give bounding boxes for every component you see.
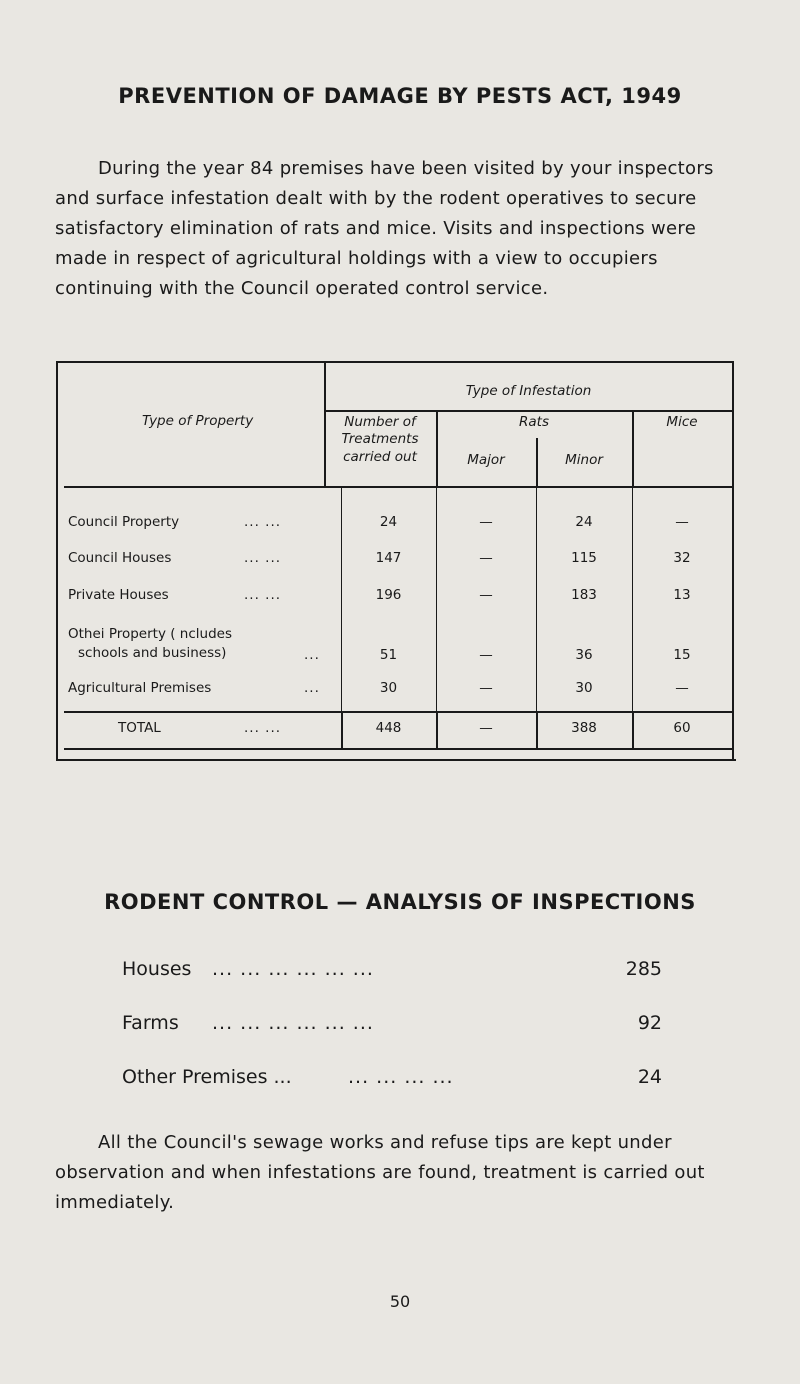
total-treatments: 448 (375, 720, 402, 736)
row-leader-dots: ... ... (244, 514, 282, 530)
row-label-continued: schools and business) (78, 645, 227, 661)
total-mice: 60 (673, 720, 691, 736)
row-leader-dots: ... ... (244, 587, 282, 603)
header-number-line3: carried out (343, 449, 417, 465)
analysis-value: 285 (625, 958, 662, 980)
row-minor: 183 (571, 587, 597, 603)
row-label: Agricultural Premises (68, 680, 212, 696)
header-type-of-property: Type of Property (142, 413, 254, 429)
row-treatments: 24 (379, 514, 398, 530)
row-mice: — (675, 514, 689, 530)
header-mice: Mice (666, 414, 698, 430)
row-leader-dots: ... (304, 647, 320, 663)
row-mice: 15 (673, 647, 691, 663)
analysis-row (122, 1012, 662, 1042)
row-treatments: 30 (379, 680, 398, 696)
row-major: — (479, 550, 493, 566)
page-number: 50 (389, 1292, 411, 1311)
analysis-label: Other Premises ... (122, 1066, 292, 1088)
row-leader-dots: ... (304, 680, 320, 696)
analysis-label: Farms (122, 1012, 179, 1034)
row-label: Othei Property ( ncludes (68, 626, 232, 642)
infestation-table (56, 361, 736, 761)
row-treatments: 196 (375, 587, 402, 603)
total-leader-dots: ... ... (244, 720, 282, 736)
row-major: — (479, 587, 493, 603)
row-minor: 115 (571, 550, 597, 566)
analysis-leader-dots: ... ... ... ... (348, 1066, 454, 1088)
row-label: Private Houses (68, 587, 169, 603)
analysis-leader-dots: ... ... ... ... ... ... (212, 958, 374, 980)
analysis-value: 24 (637, 1066, 662, 1088)
row-label: Council Houses (68, 550, 172, 566)
row-mice: — (675, 680, 689, 696)
row-treatments: 147 (375, 550, 402, 566)
total-minor: 388 (571, 720, 597, 736)
section-heading: RODENT CONTROL — ANALYSIS OF INSPECTIONS (104, 890, 696, 914)
total-major: — (479, 720, 493, 736)
row-leader-dots: ... ... (244, 550, 282, 566)
header-minor: Minor (565, 452, 603, 468)
page-title: PREVENTION OF DAMAGE BY PESTS ACT, 1949 (118, 84, 682, 108)
total-label: TOTAL (118, 720, 161, 736)
row-mice: 13 (673, 587, 691, 603)
row-label: Council Property (68, 514, 180, 530)
analysis-label: Houses (122, 958, 192, 980)
header-number-line1: Number of (344, 414, 416, 430)
header-type-of-infestation: Type of Infestation (465, 383, 592, 399)
row-treatments: 51 (379, 647, 398, 663)
row-major: — (479, 647, 493, 663)
header-number-line2: Treatments (341, 431, 419, 447)
row-minor: 36 (575, 647, 593, 663)
analysis-row (122, 1066, 662, 1096)
intro-paragraph: During the year 84 premises have been visited by your inspectors and surface infestation dealt with by the rodent operatives to secure satisfactory elimination of rats and mice. Visits and inspections were made in respect of agricultural holdings with a view to occupiers continuing with the Council operated control service. (55, 158, 714, 299)
row-major: — (479, 680, 493, 696)
header-rats: Rats (519, 414, 549, 430)
row-mice: 32 (673, 550, 691, 566)
row-minor: 30 (575, 680, 593, 696)
analysis-value: 92 (637, 1012, 662, 1034)
closing-paragraph: All the Council's sewage works and refuse tips are kept under observation and when infestations are found, treatment is carried out immediately. (55, 1132, 705, 1213)
analysis-leader-dots: ... ... ... ... ... ... (212, 1012, 374, 1034)
row-major: — (479, 514, 493, 530)
row-minor: 24 (575, 514, 593, 530)
header-major: Major (467, 452, 505, 468)
analysis-row (122, 958, 662, 988)
